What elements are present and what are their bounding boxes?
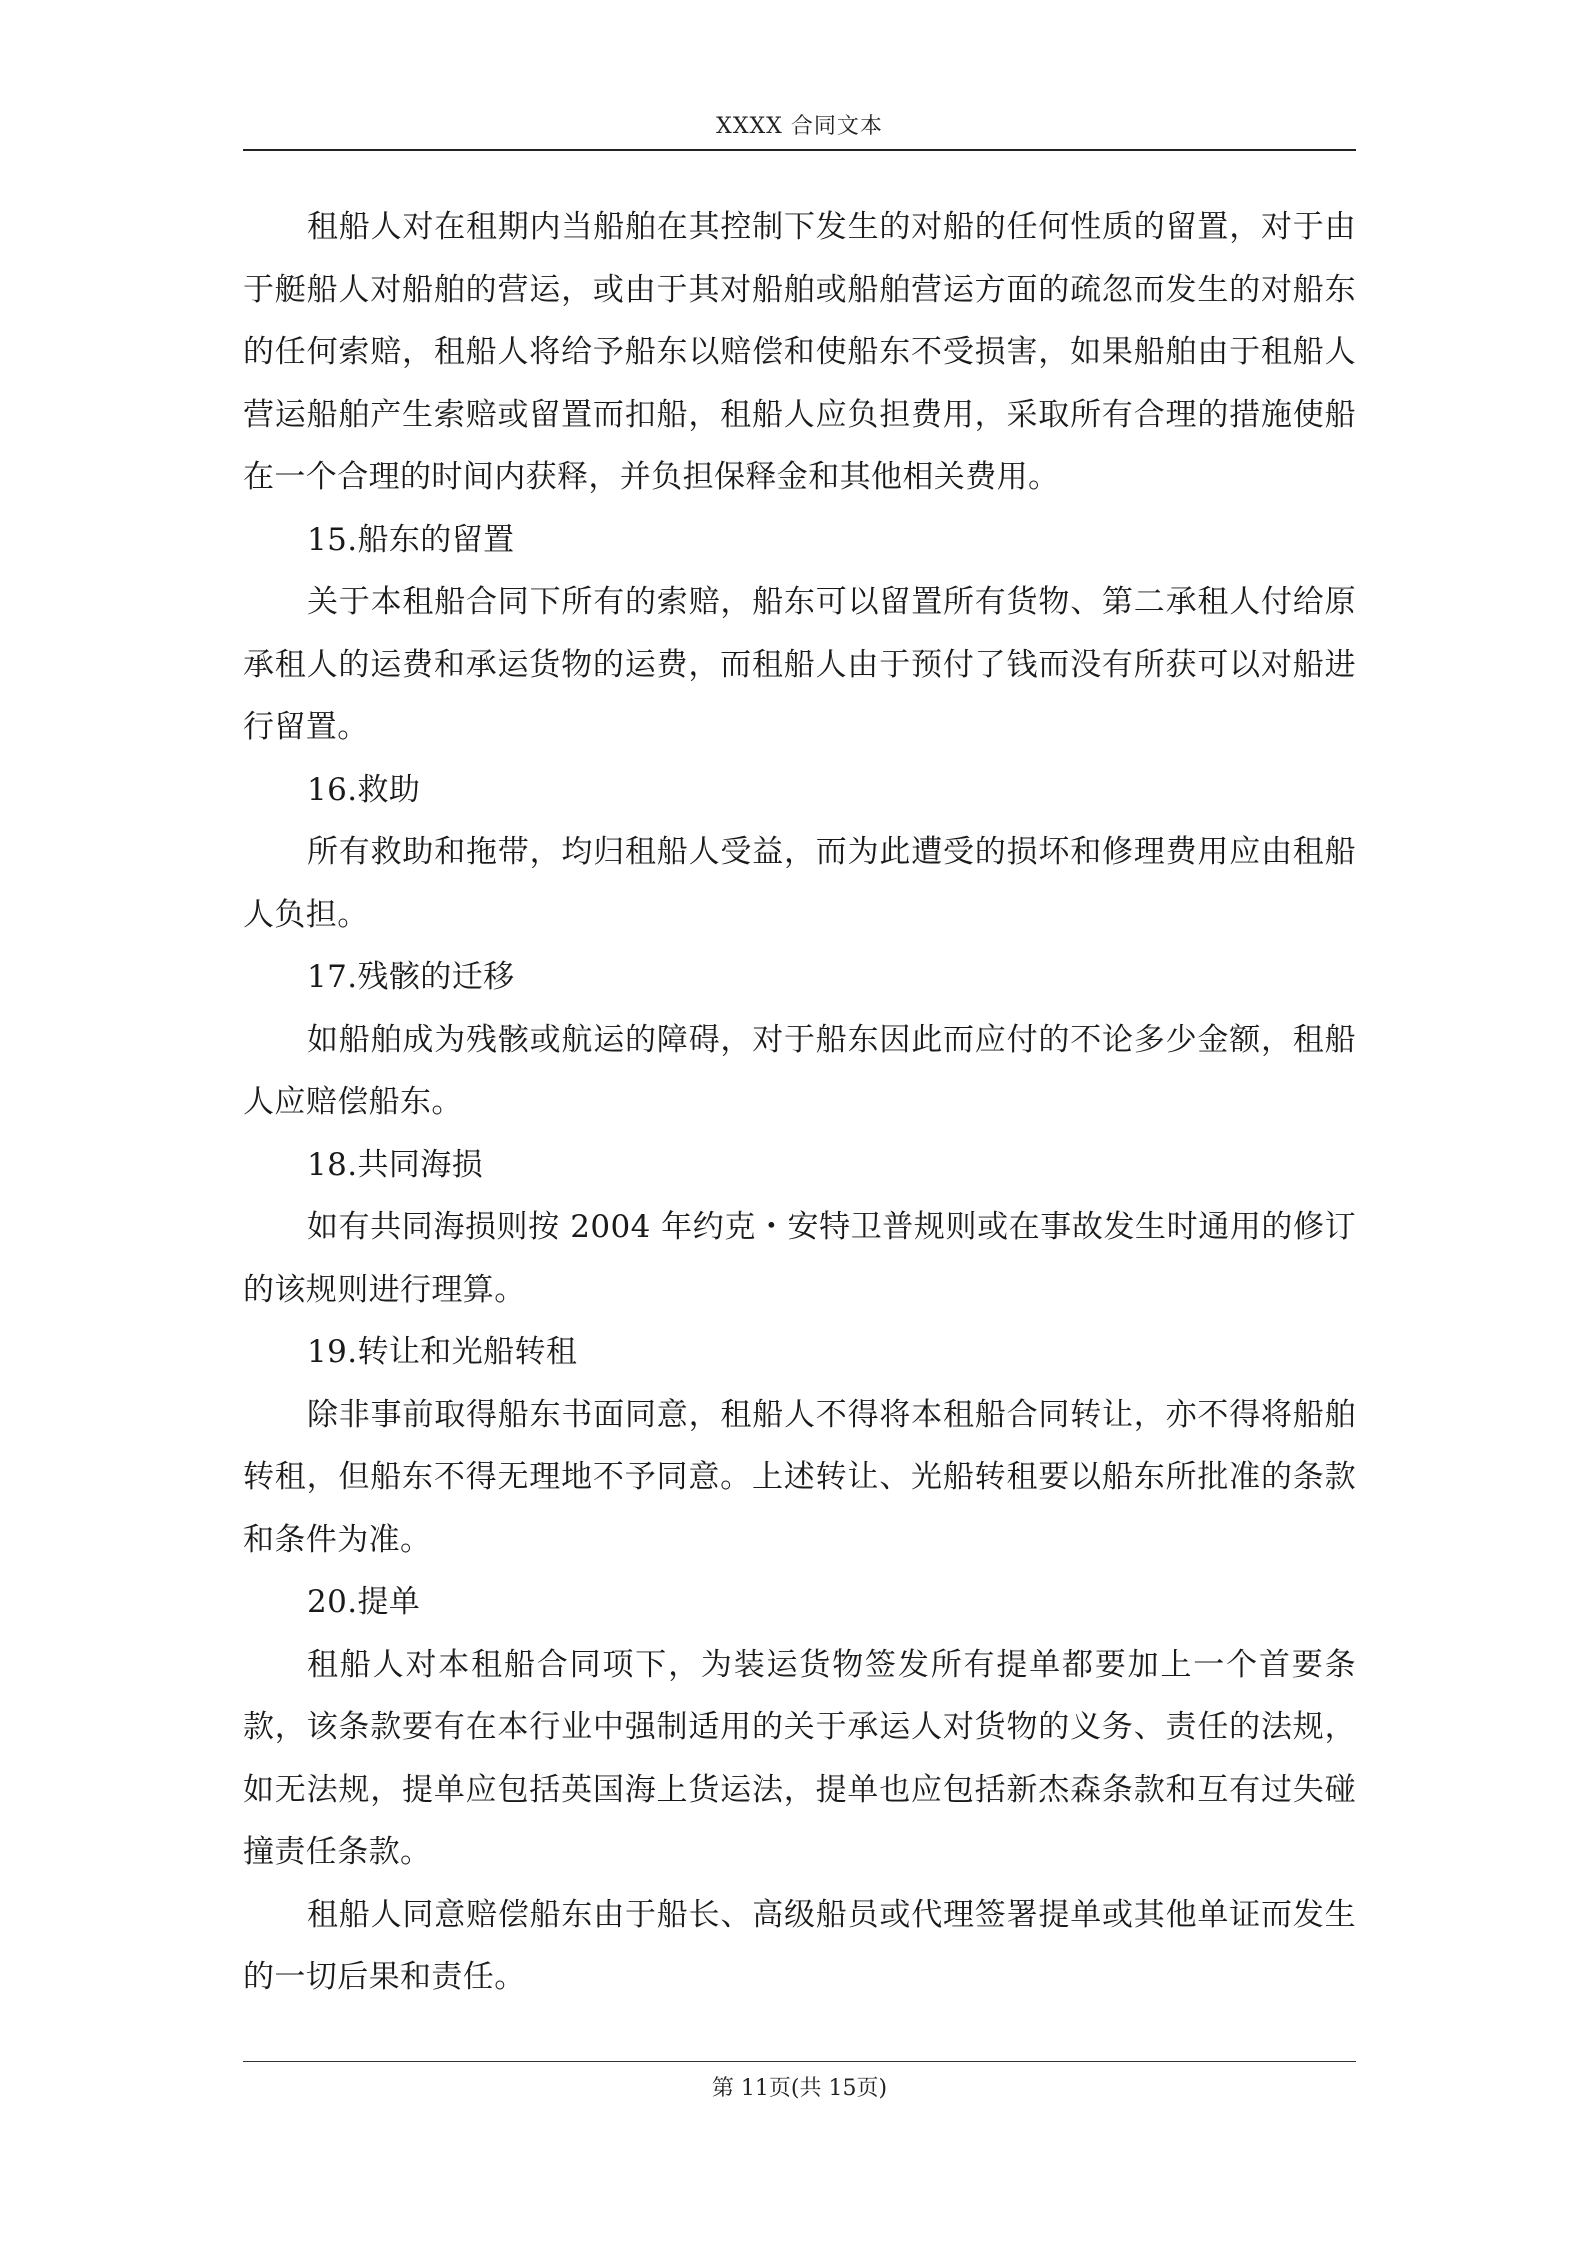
paragraph-general-average: 如有共同海损则按 2004 年约克・安特卫普规则或在事故发生时通用的修订的该规则进行理算。 — [243, 1209, 1356, 1308]
section-heading-20: 20.提单 — [307, 1584, 421, 1620]
section-heading-19: 19.转让和光船转租 — [307, 1334, 578, 1370]
header-divider — [243, 149, 1356, 151]
section-heading-15: 15.船东的留置 — [307, 521, 515, 558]
page-header-title: XXXX 合同文本 — [716, 114, 883, 139]
paragraph-charterer-liens: 租船人对在租期内当船舶在其控制下发生的对船的任何性质的留置，对于由于艇船人对船舶的营运，或由于其对船舶或船舶营运方面的疏忽而发生的对船东的任何索赔，租船人将给予船东以赔偿和使船东不受损害，如果船舶由于租船人营运船舶产生索赔或留置而扣船，租船人应负担费用，采取所有合理的措施使船在一个合理的时间内获释，并负担保释金和其他相关费用。 — [243, 209, 1356, 495]
section-heading-17: 17.残骸的迁移 — [307, 959, 515, 995]
paragraph-assignment-subletting: 除非事前取得船东书面同意，租船人不得将本租船合同转让，亦不得将船舶转租，但船东不得无理地不予同意。上述转让、光船转租要以船东所批准的条款和条件为准。 — [243, 1396, 1356, 1558]
document-body — [243, 196, 1356, 2009]
section-heading-18: 18.共同海损 — [307, 1146, 484, 1183]
paragraph-wreck-removal: 如船舶成为残骸或航运的障碍，对于船东因此而应付的不论多少金额，租船人应赔偿船东。 — [243, 1021, 1356, 1120]
paragraph-bills-of-lading: 租船人对本租船合同项下，为装运货物签发所有提单都要加上一个首要条款，该条款要有在本行业中强制适用的关于承运人对货物的义务、责任的法规，如无法规，提单应包括英国海上货运法，提单也应包括新杰森条款和互有过失碰撞责任条款。 — [243, 1646, 1356, 1870]
paragraph-owners-lien: 关于本租船合同下所有的索赔，船东可以留置所有货物、第二承租人付给原承租人的运费和承运货物的运费，而租船人由于预付了钱而没有所获可以对船进行留置。 — [243, 584, 1356, 745]
page-number: 第 11页(共 15页) — [711, 2076, 888, 2101]
footer-divider — [243, 2061, 1356, 2062]
paragraph-indemnity: 租船人同意赔偿船东由于船长、高级船员或代理签署提单或其他单证而发生的一切后果和责任。 — [243, 1896, 1356, 1995]
paragraph-salvage: 所有救助和拖带，均归租船人受益，而为此遭受的损坏和修理费用应由租船人负担。 — [243, 834, 1356, 933]
section-heading-16: 16.救助 — [307, 771, 421, 808]
